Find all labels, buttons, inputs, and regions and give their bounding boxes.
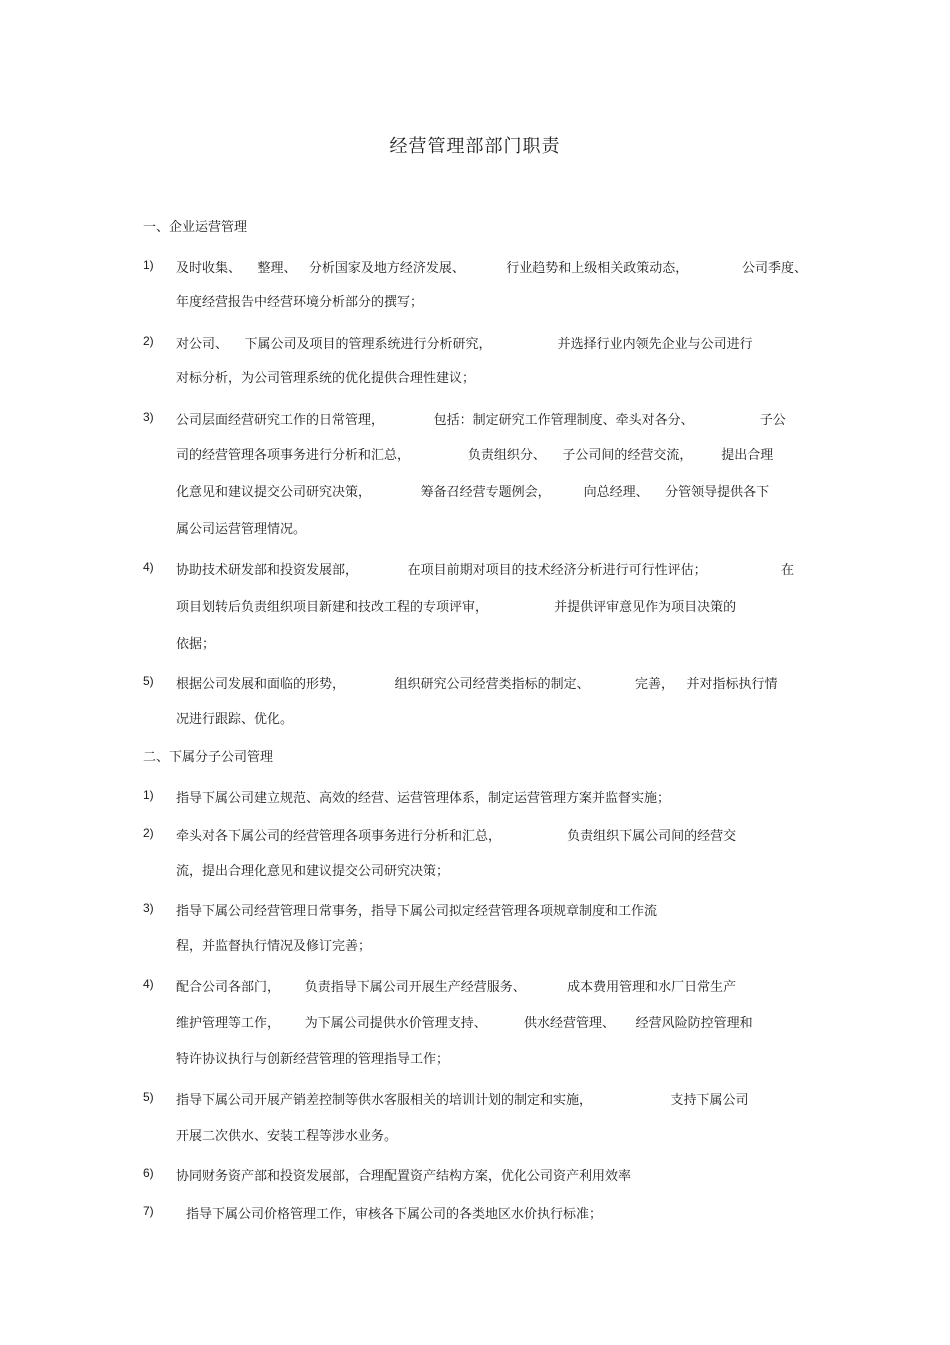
item-line: 项目划转后负责组织项目新建和技改工程的专项评审， 并提供评审意见作为项目决策的 [176,600,737,615]
item-number: 7) [143,1204,154,1218]
page-title: 经营管理部部门职责 [389,136,561,157]
item-line: 指导下属公司经营管理日常事务，指导下属公司拟定经营管理各项规章制度和工作流 [176,904,658,919]
item-line: 开展二次供水、安装工程等涉水业务。 [176,1129,398,1144]
item-line: 对标分析，为公司管理系统的优化提供合理性建议； [176,371,476,386]
item-line: 协同财务资产部和投资发展部，合理配置资产结构方案，优化公司资产利用效率 [176,1169,632,1184]
item-line: 年度经营报告中经营环境分析部分的撰写； [176,295,424,310]
item-number: 4) [143,977,154,991]
item-line: 协助技术研发部和投资发展部， 在项目前期对项目的技术经济分析进行可行性评估； 在 [176,563,794,578]
item-line: 牵头对各下属公司的经营管理各项事务进行分析和汇总， 负责组织下属公司间的经营交 [176,829,737,844]
item-line: 依据； [176,637,216,652]
item-line: 特许协议执行与创新经营管理的管理指导工作； [176,1052,450,1067]
item-line: 对公司、 下属公司及项目的管理系统进行分析研究， 并选择行业内领先企业与公司进行 [176,337,753,352]
section-heading: 二、下属分子公司管理 [143,750,274,765]
item-line: 况进行跟踪、优化。 [176,712,294,727]
item-number: 3) [143,901,154,915]
item-number: 5) [143,1090,154,1104]
item-line: 维护管理等工作， 为下属公司提供水价管理支持、 供水经营管理、 经营风险防控管理和 [176,1016,753,1031]
item-line: 指导下属公司开展产销差控制等供水客服相关的培训计划的制定和实施， 支持下属公司 [176,1093,749,1108]
item-number: 5) [143,674,154,688]
item-line: 流，提出合理化意见和建议提交公司研究决策； [176,864,450,879]
item-line: 根据公司发展和面临的形势， 组织研究公司经营类指标的制定、 完善， 并对指标执行情 [176,677,778,692]
item-line: 配合公司各部门， 负责指导下属公司开展生产经营服务、 成本费用管理和水厂日常生产 [176,980,737,995]
section-heading: 一、企业运营管理 [143,220,248,235]
item-number: 4) [143,560,154,574]
item-line: 指导下属公司建立规范、高效的经营、运营管理体系，制定运营管理方案并监督实施； [176,791,671,806]
item-line: 及时收集、 整理、 分析国家及地方经济发展、 行业趋势和上级相关政策动态， 公司季度、 [176,261,807,276]
item-number: 1) [143,258,154,272]
item-line: 属公司运营管理情况。 [176,522,307,537]
item-number: 2) [143,334,154,348]
item-number: 6) [143,1166,154,1180]
item-line: 指导下属公司价格管理工作，审核各下属公司的各类地区水价执行标准； [186,1207,603,1222]
item-line: 程，并监督执行情况及修订完善； [176,939,372,954]
item-line: 化意见和建议提交公司研究决策， 筹备召经营专题例会， 向总经理、 分管领导提供各下 [176,485,770,500]
item-number: 3) [143,410,154,424]
item-number: 1) [143,788,154,802]
item-line: 公司层面经营研究工作的日常管理， 包括：制定研究工作管理制度、牵头对各分、 子公 [176,413,786,428]
item-number: 2) [143,826,154,840]
item-line: 司的经营管理各项事务进行分析和汇总， 负责组织分、 子公司间的经营交流， 提出合理 [176,448,774,463]
